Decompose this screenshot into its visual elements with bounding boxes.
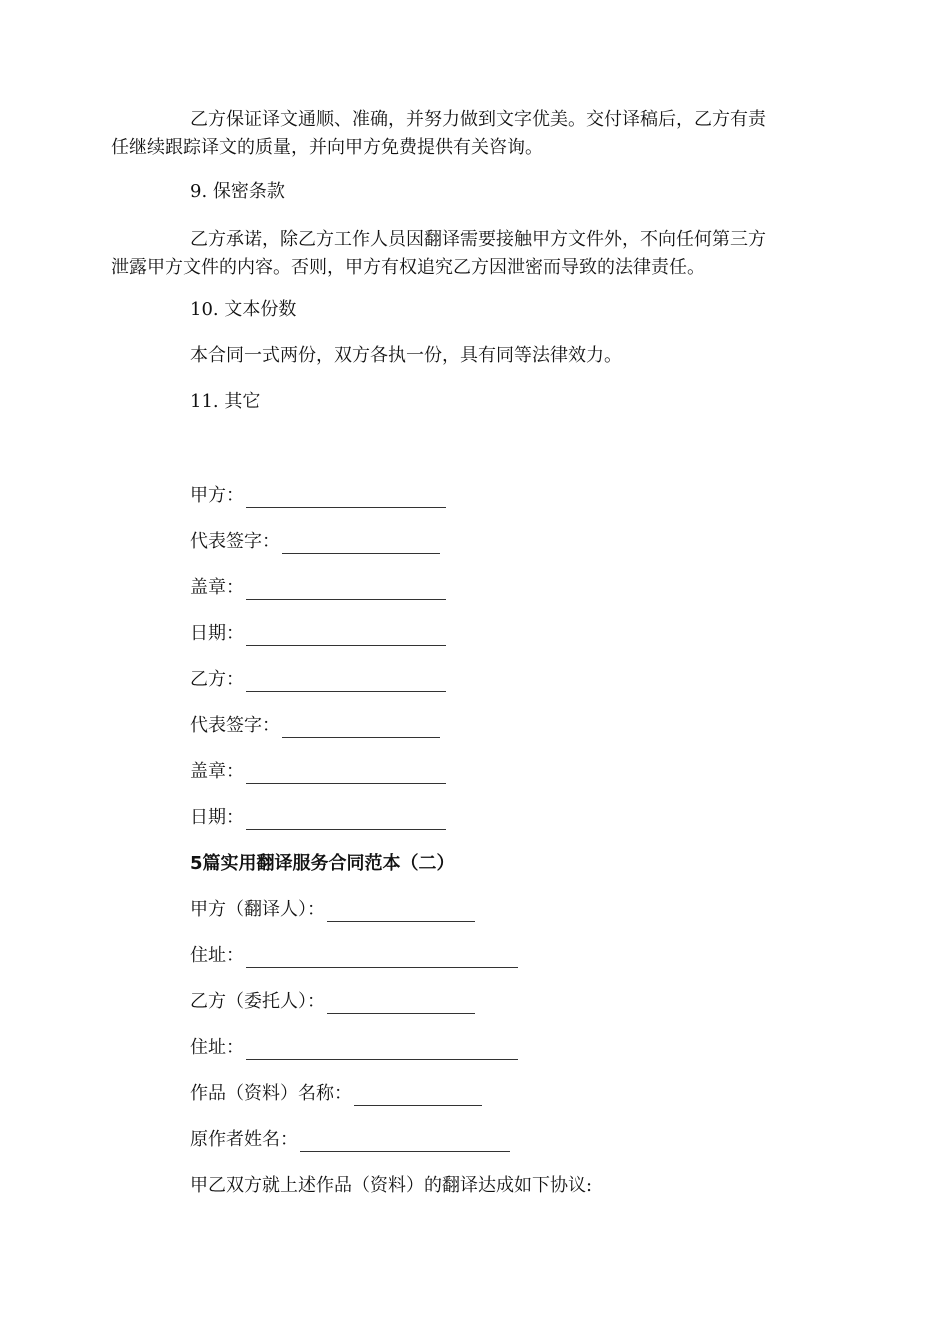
party-a-rep-field xyxy=(190,530,440,554)
party-a-date-label: 日期： xyxy=(190,623,244,644)
party-b-rep-label: 代表签字： xyxy=(190,715,280,736)
party-b-date-blank[interactable] xyxy=(246,811,446,830)
client-blank[interactable] xyxy=(327,995,475,1014)
party-a-date-blank[interactable] xyxy=(246,627,446,646)
clause8-line1: 乙方保证译文通顺、准确，并努力做到文字优美。交付译稿后，乙方有责 xyxy=(190,109,766,130)
work-title-field xyxy=(190,1082,482,1106)
party-b-field xyxy=(190,668,446,692)
client-field xyxy=(190,990,475,1014)
clause8-line2: 任继续跟踪译文的质量，并向甲方免费提供有关咨询。 xyxy=(111,137,543,158)
original-author-label: 原作者姓名： xyxy=(190,1129,298,1150)
client-label: 乙方（委托人）： xyxy=(190,991,325,1012)
clause10-text: 本合同一式两份，双方各执一份，具有同等法律效力。 xyxy=(190,345,622,366)
party-a-seal-blank[interactable] xyxy=(246,581,446,600)
translator-blank[interactable] xyxy=(327,903,475,922)
clause9-line2: 泄露甲方文件的内容。否则，甲方有权追究乙方因泄密而导致的法律责任。 xyxy=(111,257,705,278)
work-title-label: 作品（资料）名称： xyxy=(190,1083,352,1104)
party-b-seal-field xyxy=(190,760,446,784)
translator-address-field xyxy=(190,944,518,968)
party-b-seal-blank[interactable] xyxy=(246,765,446,784)
translator-address-blank[interactable] xyxy=(246,949,518,968)
party-b-seal-label: 盖章： xyxy=(190,761,244,782)
original-author-blank[interactable] xyxy=(300,1133,510,1152)
translator-address-label: 住址： xyxy=(190,945,244,966)
translator-label: 甲方（翻译人）： xyxy=(190,899,325,920)
party-a-label: 甲方： xyxy=(190,485,244,506)
original-author-field xyxy=(190,1128,510,1152)
clause11-title: 11. 其它 xyxy=(190,391,261,412)
party-b-blank[interactable] xyxy=(246,673,446,692)
section2-heading: 5篇实用翻译服务合同范本（二） xyxy=(190,853,455,874)
client-address-field xyxy=(190,1036,518,1060)
client-address-label: 住址： xyxy=(190,1037,244,1058)
client-address-blank[interactable] xyxy=(246,1041,518,1060)
party-a-seal-label: 盖章： xyxy=(190,577,244,598)
party-a-field xyxy=(190,484,446,508)
party-b-rep-blank[interactable] xyxy=(282,719,440,738)
clause9-line1: 乙方承诺，除乙方工作人员因翻译需要接触甲方文件外，不向任何第三方 xyxy=(190,229,766,250)
party-b-rep-field xyxy=(190,714,440,738)
party-b-label: 乙方： xyxy=(190,669,244,690)
party-a-rep-blank[interactable] xyxy=(282,535,440,554)
party-b-date-label: 日期： xyxy=(190,807,244,828)
party-a-seal-field xyxy=(190,576,446,600)
party-b-date-field xyxy=(190,806,446,830)
clause9-title: 9. 保密条款 xyxy=(190,181,285,202)
party-a-rep-label: 代表签字： xyxy=(190,531,280,552)
party-a-date-field xyxy=(190,622,446,646)
work-title-blank[interactable] xyxy=(354,1087,482,1106)
agreement-intro: 甲乙双方就上述作品（资料）的翻译达成如下协议: xyxy=(190,1175,593,1196)
party-a-blank[interactable] xyxy=(246,489,446,508)
clause10-title: 10. 文本份数 xyxy=(190,299,297,320)
translator-field xyxy=(190,898,475,922)
